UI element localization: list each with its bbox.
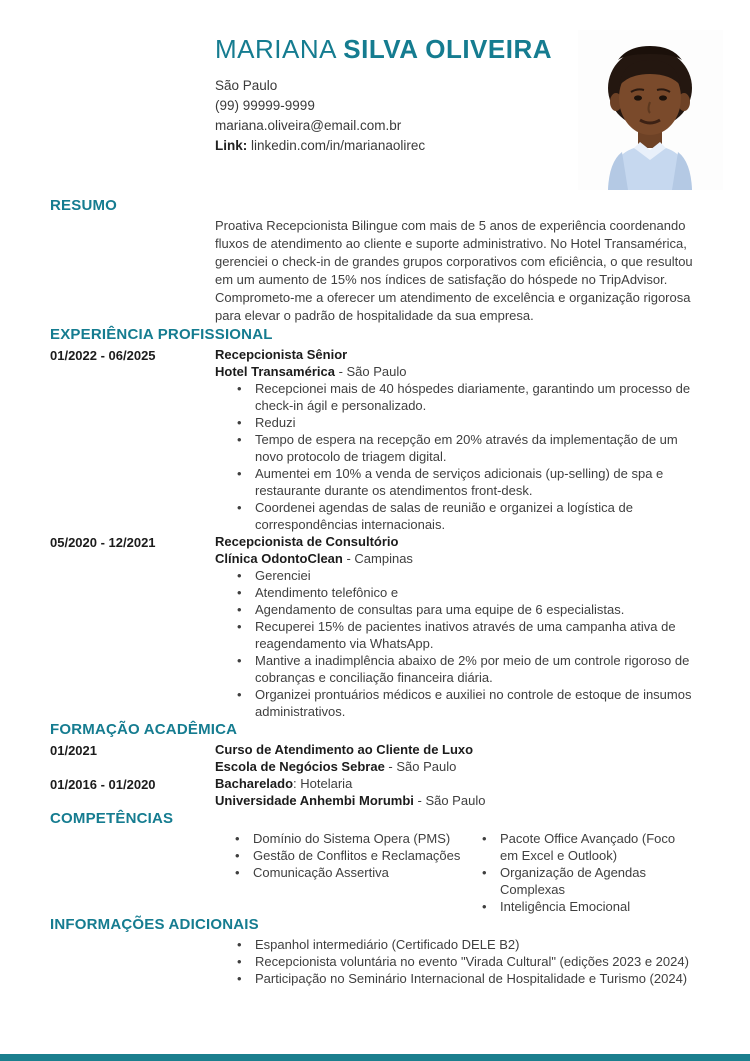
informacoes-label-spacer [50,936,215,987]
job-bullet: • Recuperei 15% de pacientes inativos através de uma campanha ativa de reagendamento via WhatsApp. [215,618,695,652]
education-entry [50,775,695,809]
education-school-line [215,758,695,775]
job-bullet: • Atendimento telefônico e [215,584,695,601]
skill-item: • Organização de Agendas Complexas [462,864,695,898]
job-bullet: • Coordenei agendas de salas de reunião e organizei a logística de correspondências internacionais. [215,499,695,533]
section-title-resumo: RESUMO [50,197,118,214]
skill-item: • Comunicação Assertiva [215,864,462,881]
job-company: Clínica OdontoClean [215,551,343,566]
section-experiencia [50,327,695,720]
contact-location: São Paulo [215,78,278,93]
job-bullet-list [215,567,695,720]
contact-email[interactable]: mariana.oliveira@email.com.br [215,118,402,133]
informacoes-row [50,936,695,987]
education-degree-rest: : Hotelaria [293,776,353,791]
profile-photo [578,30,723,190]
first-name: MARIANA [215,34,336,64]
job-dates: 01/2022 - 06/2025 [50,348,156,363]
linkedin-link[interactable]: linkedin.com/in/marianaolirec [251,138,426,153]
competencias-row [50,830,695,915]
skills-column-left [215,830,462,915]
section-formacao [50,722,695,809]
skill-item: • Domínio do Sistema Opera (PMS) [215,830,462,847]
job-details [215,346,695,533]
additional-info-item: • Espanhol intermediário (Certificado DELE B2) [215,936,695,953]
resumo-row [50,217,695,325]
education-course-line [215,741,695,758]
job-dates: 05/2020 - 12/2021 [50,535,156,550]
education-details [215,741,695,775]
job-bullet: • Agendamento de consultas para uma equipe de 6 especialistas. [215,601,695,618]
education-entry [50,741,695,775]
footer-accent-bar [0,1054,750,1061]
skills-column-right [462,830,695,915]
job-location: - São Paulo [334,364,407,379]
resumo-label-spacer [50,217,215,325]
section-title-experiencia: EXPERIÊNCIA PROFISSIONAL [50,326,273,343]
job-bullet: • Organizei prontuários médicos e auxiliei no controle de estoque de insumos administrativos. [215,686,695,720]
job-bullet: • Recepcionei mais de 40 hóspedes diariamente, garantindo um processo de check-in ágil e personalizado. [215,380,695,414]
section-title-informacoes: INFORMAÇÕES ADICIONAIS [50,916,259,933]
education-school-line [215,792,695,809]
job-location: - Campinas [342,551,413,566]
education-dates: 01/2021 [50,743,97,758]
skill-item: • Pacote Office Avançado (Foco em Excel e Outlook) [462,830,695,864]
header [50,30,695,156]
job-role: Recepcionista Sênior [215,347,348,362]
resumo-text: Proativa Recepcionista Bilingue com mais de 5 anos de experiência coordenando fluxos de atendimento ao cliente e suporte administrativo. No Hotel Transamérica, gerenciei o check-in de grandes grupos corporativos com eficiência, o que resultou em um aumento de 15% nos índices de satisfação do hóspede no TripAdvisor. Comprometo-me a oferecer um atendimento de excelência e organização rigorosa para elevar o padrão de hospitalidade da sua empresa. [215,218,693,323]
skills-columns [215,830,695,915]
section-title-formacao: FORMAÇÃO ACADÊMICA [50,721,238,738]
link-label: Link: [215,138,248,153]
education-course: Curso de Atendimento ao Cliente de Luxo [215,742,474,757]
job-bullet-list [215,380,695,533]
job-company: Hotel Transamérica [215,364,335,379]
education-dates: 01/2016 - 01/2020 [50,777,156,792]
job-company-line [215,363,695,380]
job-role: Recepcionista de Consultório [215,534,399,549]
education-school: Universidade Anhembi Morumbi [215,793,414,808]
job-bullet: • Gerenciei [215,567,695,584]
education-course-line [215,775,695,792]
additional-info-list [215,936,695,987]
additional-info-item: • Participação no Seminário Internacional de Hospitalidade e Turismo (2024) [215,970,695,987]
education-school-location: - São Paulo [384,759,457,774]
additional-info-item: • Recepcionista voluntária no evento "Virada Cultural" (edições 2023 e 2024) [215,953,695,970]
section-resumo [50,198,695,325]
skill-item: • Gestão de Conflitos e Reclamações [215,847,462,864]
job-bullet: • Tempo de espera na recepção em 20% através da implementação de um novo protocolo de triagem digital. [215,431,695,465]
job-bullet: • Aumentei em 10% a venda de serviços adicionais (up-selling) de spa e restaurante durante os atendimentos front-desk. [215,465,695,499]
contact-phone: (99) 99999-9999 [215,98,315,113]
education-school-location: - São Paulo [413,793,486,808]
section-informacoes [50,917,695,987]
section-title-competencias: COMPETÊNCIAS [50,810,174,827]
education-details [215,775,695,809]
education-school: Escola de Negócios Sebrae [215,759,385,774]
skill-item: • Inteligência Emocional [462,898,695,915]
job-bullet: • Reduzi [215,414,695,431]
job-company-line [215,550,695,567]
last-name: SILVA OLIVEIRA [343,34,553,64]
job-bullet: • Mantive a inadimplência abaixo de 2% por meio de um controle rigoroso de cobranças e conciliação financeira diária. [215,652,695,686]
education-degree: Bacharelado [215,776,294,791]
job-details [215,533,695,720]
profile-photo-illustration [578,30,723,190]
competencias-label-spacer [50,830,215,915]
experience-entry [50,346,695,533]
section-competencias [50,811,695,915]
experience-entry [50,533,695,720]
